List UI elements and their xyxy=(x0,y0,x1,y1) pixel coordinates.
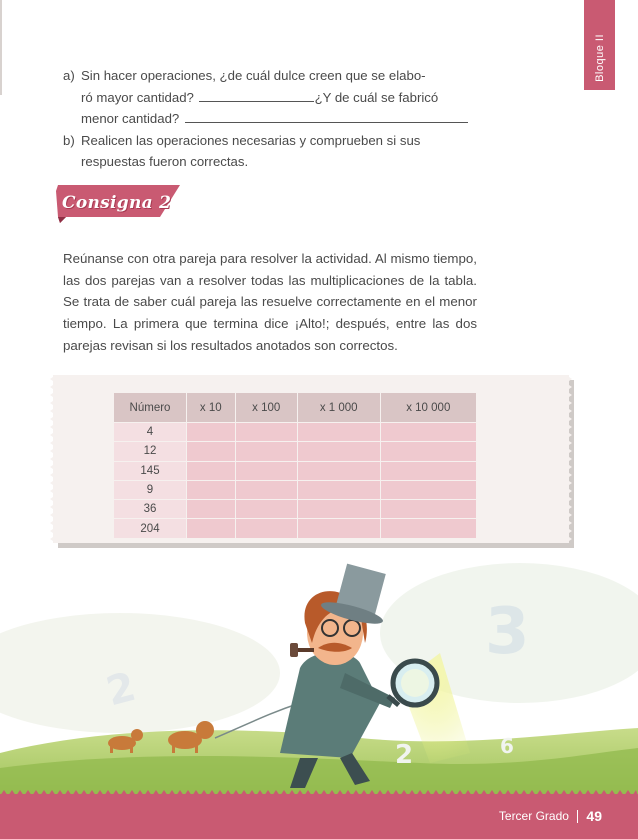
question-b-letter: b) xyxy=(63,132,75,148)
detective-illustration xyxy=(0,553,638,798)
answer-cell[interactable] xyxy=(235,442,297,461)
table-row xyxy=(114,519,477,538)
consigna-label: Consigna 2 xyxy=(62,193,172,213)
question-b xyxy=(63,130,483,173)
question-a-line2a: ró mayor cantidad? xyxy=(81,89,194,105)
consigna-banner xyxy=(56,185,180,227)
card-zigzag-right xyxy=(566,375,572,543)
row-number: 12 xyxy=(114,442,187,461)
questions-block xyxy=(63,65,483,173)
page-number: 49 xyxy=(586,808,602,824)
answer-blank-mayor[interactable] xyxy=(199,88,314,102)
answer-cell[interactable] xyxy=(187,423,236,442)
table-row xyxy=(114,442,477,461)
table-row xyxy=(114,423,477,442)
svg-text:2: 2 xyxy=(395,740,414,770)
answer-cell[interactable] xyxy=(235,519,297,538)
question-b-line1: Realicen las operaciones necesarias y comprueben si sus xyxy=(81,132,421,148)
header-x10: x 10 xyxy=(187,393,236,423)
header-numero: Número xyxy=(114,393,187,423)
table-row xyxy=(114,480,477,499)
answer-cell[interactable] xyxy=(380,480,476,499)
answer-cell[interactable] xyxy=(380,519,476,538)
row-number: 4 xyxy=(114,423,187,442)
multiplication-table xyxy=(113,392,477,539)
answer-blank-menor[interactable] xyxy=(185,109,468,123)
answer-cell[interactable] xyxy=(187,442,236,461)
table-header-row xyxy=(114,393,477,423)
svg-text:2: 2 xyxy=(101,663,141,716)
answer-cell[interactable] xyxy=(380,423,476,442)
answer-cell[interactable] xyxy=(297,500,380,519)
answer-cell[interactable] xyxy=(297,442,380,461)
header-x1000: x 1 000 xyxy=(297,393,380,423)
row-number: 204 xyxy=(114,519,187,538)
page-fold-edge xyxy=(0,0,2,95)
bloque-label: Bloque II xyxy=(593,34,606,82)
answer-cell[interactable] xyxy=(297,480,380,499)
footer-text xyxy=(499,808,602,824)
answer-cell[interactable] xyxy=(187,461,236,480)
card-zigzag-left xyxy=(50,375,56,543)
question-a xyxy=(63,65,483,130)
answer-cell[interactable] xyxy=(297,423,380,442)
answer-cell[interactable] xyxy=(235,480,297,499)
svg-text:3: 3 xyxy=(485,595,530,669)
row-number: 9 xyxy=(114,480,187,499)
question-a-letter: a) xyxy=(63,68,75,83)
question-b-line2: respuestas fueron correctas. xyxy=(81,154,249,170)
row-number: 36 xyxy=(114,500,187,519)
question-a-line3: menor cantidad? xyxy=(81,111,180,127)
header-x100: x 100 xyxy=(235,393,297,423)
answer-cell[interactable] xyxy=(235,423,297,442)
answer-cell[interactable] xyxy=(380,461,476,480)
table-row xyxy=(114,500,477,519)
svg-text:6: 6 xyxy=(500,734,514,758)
header-x10000: x 10 000 xyxy=(380,393,476,423)
answer-cell[interactable] xyxy=(187,519,236,538)
footer-separator xyxy=(577,810,579,823)
answer-cell[interactable] xyxy=(380,442,476,461)
answer-cell[interactable] xyxy=(187,480,236,499)
table-row xyxy=(114,461,477,480)
answer-cell[interactable] xyxy=(380,500,476,519)
answer-cell[interactable] xyxy=(297,519,380,538)
footer-grade: Tercer Grado xyxy=(498,809,569,823)
question-a-line2b: ¿Y de cuál se fabricó xyxy=(314,89,439,105)
question-a-line1: Sin hacer operaciones, ¿de cuál dulce creen que se elabo- xyxy=(81,68,426,83)
answer-cell[interactable] xyxy=(235,500,297,519)
row-number: 145 xyxy=(114,461,187,480)
instructions-paragraph: Reúnanse con otra pareja para resolver la actividad. Al mismo tiempo, las dos parejas van a resolver todas las multiplicaciones de la tabla. Se trata de saber cuál pareja las resuelve correctamente en el menor tiempo. La primera que termina dice ¡Alto!; después, entre las dos parejas revisan si los resultados anotados son correctos. xyxy=(63,251,477,353)
answer-cell[interactable] xyxy=(187,500,236,519)
answer-cell[interactable] xyxy=(297,461,380,480)
bloque-tab xyxy=(584,0,615,90)
answer-cell[interactable] xyxy=(235,461,297,480)
